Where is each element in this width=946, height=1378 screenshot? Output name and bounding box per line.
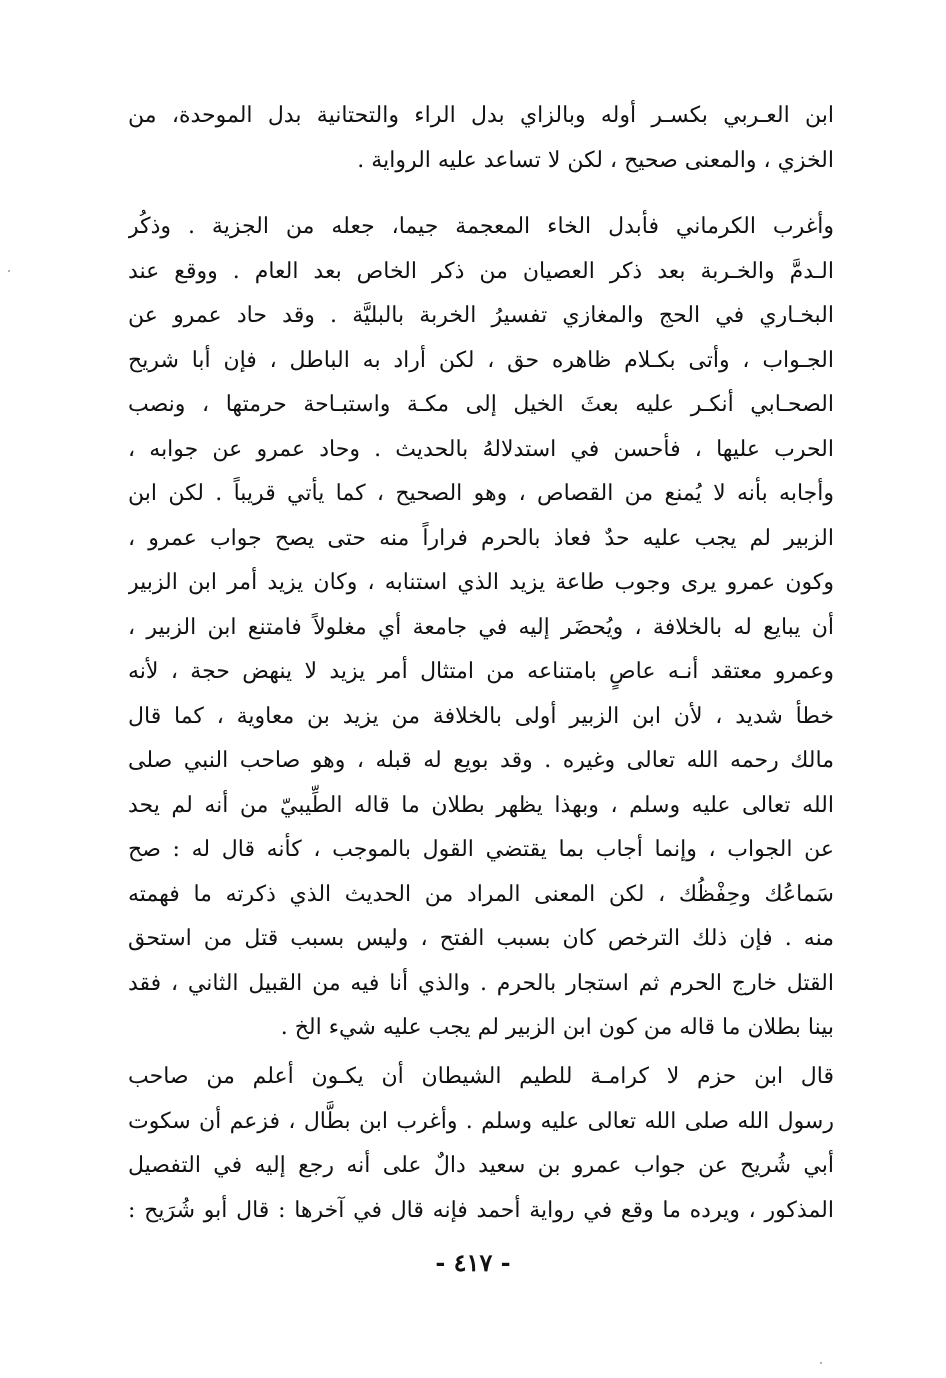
text-line: البخـاري في الحج والمغازي تفسيرُ الخربة بالبليَّة . وقد حاد عمرو عن [128, 303, 834, 328]
text-line: الخزي ، والمعنى صحيح ، لكن لا تساعد عليه الرواية . [357, 147, 834, 173]
scan-speck [8, 270, 10, 272]
text-line: سَماعُك وحِفْظُك ، لكن المعنى المراد من الحديث الذي ذكرته ما فهمته [128, 881, 834, 907]
text-line: الزبير لم يجب عليه حدٌ فعاذ بالحرم فراراً منه حتى يصح جواب عمرو ، [128, 525, 834, 551]
scan-speck [820, 1362, 822, 1364]
text-line: الـدمَّ والخـربة بعد ذكر العصيان من ذكر الخاص بعد العام . ووقع عند [128, 258, 834, 284]
text-line: وعمرو معتقد أنـه عاصٍ بامتناعه من امتثال أمر يزيد لا ينهض حجة ، لأنه [128, 659, 834, 684]
text-line: مالك رحمه الله تعالى وغيره . وقد بويع له قبله ، وهو صاحب النبي صلى [128, 748, 834, 773]
text-line: منه . فإن ذلك الترخص كان بسبب الفتح ، وليس بسبب قتل من استحق [128, 926, 834, 951]
paragraph-2 [128, 205, 834, 1051]
text-line: وأغرب الكرماني فأبدل الخاء المعجمة جيما، جعله من الجزية . وذكُر [128, 214, 834, 239]
text-line: عن الجواب ، وإنما أجاب بما يقتضي القول بالموجب ، كأنه قال له : صح [128, 837, 834, 862]
page-number: - ٤١٧ - [435, 1248, 511, 1277]
text-line: أن يبايع له بالخلافة ، ويُحضَر إليه في جامعة أي مغلولاً فامتنع ابن الزبير ، [128, 614, 834, 640]
text-line: الله تعالى عليه وسلم ، وبهذا يظهر بطلان ما قاله الطِّيبيّ من أنه لم يحد [128, 792, 834, 818]
text-line: وكون عمرو يرى وجوب طاعة يزيد الذي استنابه ، وكان يزيد أمر ابن الزبير [128, 570, 834, 595]
text-line: القتل خارج الحرم ثم استجار بالحرم . والذي أنا فيه من القبيل الثاني ، فقد [128, 970, 834, 996]
paragraph-3 [128, 1055, 834, 1233]
paragraph-1 [128, 94, 834, 183]
text-line: أبي شُريح عن جواب عمرو بن سعيد دالٌ على أنه رجع إليه في التفصيل [128, 1153, 834, 1178]
text-line: الجـواب ، وأتى بكـلام ظاهره حق ، لكن أراد به الباطل ، فإن أبا شريح [128, 347, 834, 373]
text-line: رسول الله صلى الله تعالى عليه وسلم . وأغرب ابن بطَّال ، فزعم أن سكوت [128, 1108, 834, 1134]
text-line: بينا بطلان ما قاله من كون ابن الزبير لم يجب عليه شيء الخ . [280, 1015, 834, 1040]
text-line: المذكور ، ويرده ما وقع في رواية أحمد فإنه قال في آخرها : قال أبو شُرَيح : [128, 1197, 834, 1223]
text-line: ابن العـربي بكسـر أوله وبالزاي بدل الراء والتحتانية بدل الموحدة، من [128, 103, 834, 128]
text-line: قال ابن حزم لا كرامـة للطيم الشيطان أن يكـون أعلم من صاحب [128, 1064, 834, 1089]
text-line: خطأ شديد ، لأن ابن الزبير أولى بالخلافة من يزيد بن معاوية ، كما قال [128, 703, 834, 729]
text-line: الصحـابي أنكـر عليه بعثَ الخيل إلى مكـة واستبـاحة حرمتها ، ونصب [128, 392, 834, 417]
text-line: الحرب عليها ، فأحسن في استدلالهُ بالحديث . وحاد عمرو عن جوابه ، [128, 436, 834, 462]
text-line: وأجابه بأنه لا يُمنع من القصاص ، وهو الصحيح ، كما يأتي قريباً . لكن ابن [128, 481, 834, 506]
